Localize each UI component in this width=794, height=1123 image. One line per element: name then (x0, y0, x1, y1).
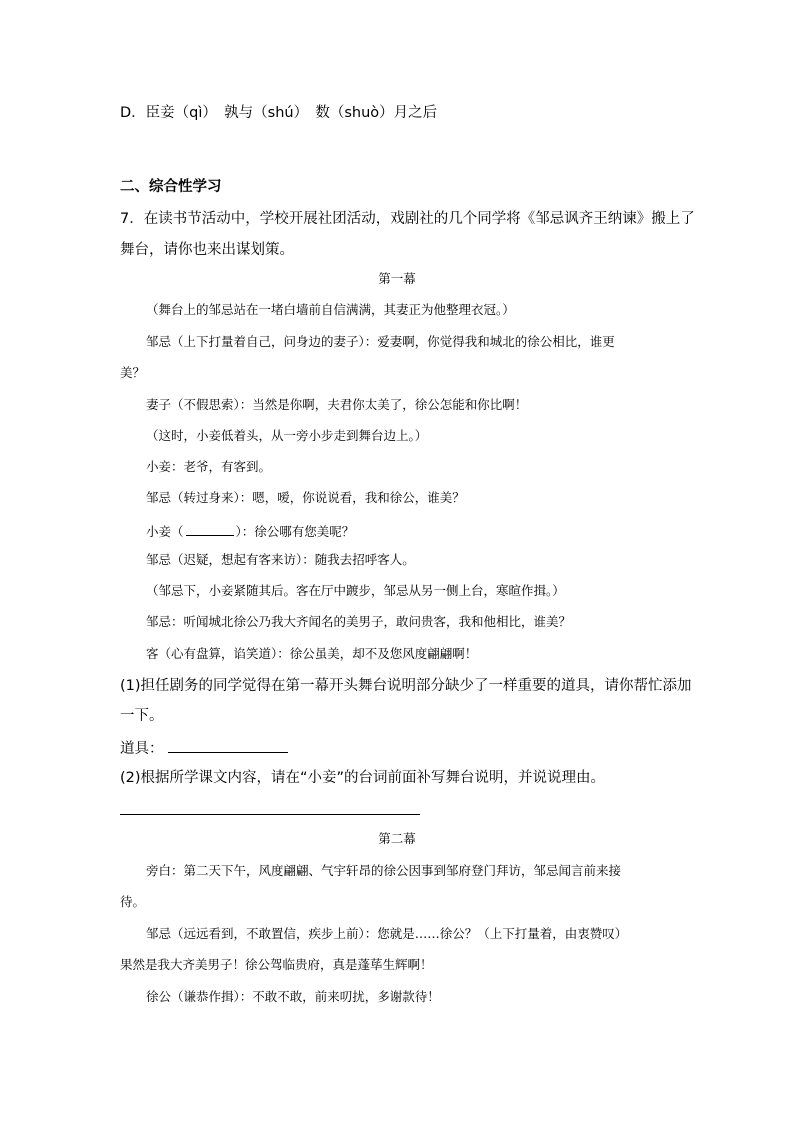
act1-guest-line: 客（心有盘算，谄笑道）：徐公虽美，却不及您风度翩翩啊！ (146, 646, 478, 661)
act1-zouji-line-4: 邹忌：听闻城北徐公乃我大齐闻名的美男子，敢问贵客，我和他相比，谁美？ (146, 614, 572, 629)
concubine-suffix: ）：徐公哪有您美呢？ (235, 524, 355, 539)
question-text-line-1: 7．在读书节活动中，学校开展社团活动，戏剧社的几个同学将《邹忌讽齐王纳谏》搬上了 (120, 211, 695, 227)
act1-zouji-line-1: 邹忌（上下打量着自己，问身边的妻子）：爱妻啊，你觉得我和城北的徐公相比，谁更 (146, 334, 615, 349)
act2-zouji-line-1-cont: 果然是我大齐美男子！徐公驾临贵府，真是蓬荜生辉啊！ (120, 957, 433, 972)
act2-title: 第二幕 (378, 831, 416, 846)
act2-xugong-line: 徐公（谦恭作揖）：不敢不敢，前来叨扰，多谢款待！ (146, 989, 440, 1004)
section-heading: 二、综合性学习 (120, 179, 222, 195)
act1-title: 第一幕 (378, 271, 416, 286)
subq2-answer-line[interactable] (120, 814, 420, 815)
prop-answer (120, 740, 288, 757)
act2-narration-cont: 待。 (120, 894, 146, 909)
subq1-line-1: (1)担任剧务的同学觉得在第一幕开头舞台说明部分缺少了一样重要的道具，请你帮忙添加 (120, 678, 692, 694)
option-d: D．臣妾（qì） 孰与（shú） 数（shuò）月之后 (120, 105, 438, 121)
act1-wife-line: 妻子（不假思索）：当然是你啊，夫君你太美了，徐公怎能和你比啊！ (146, 397, 528, 412)
act1-stage-direction-3: （邹忌下，小妾紧随其后。客在厅中踱步，邹忌从另一侧上台，寒暄作揖。） (146, 583, 565, 598)
subq2-text: (2)根据所学课文内容，请在“小妾”的台词前面补写舞台说明，并说说理由。 (120, 770, 606, 786)
act1-stage-direction-2: （这时，小妾低着头，从一旁小步走到舞台边上。） (146, 428, 428, 443)
concubine-prefix: 小妾（ (146, 524, 184, 539)
prop-label: 道具： (120, 741, 164, 757)
prop-answer-blank[interactable] (168, 740, 288, 753)
act2-narration: 旁白：第二天下午，风度翩翩、气宇轩昂的徐公因事到邹府登门拜访，邹忌闻言前来接 (146, 863, 622, 878)
question-text-line-2: 舞台，请你也来出谋划策。 (120, 242, 294, 258)
act1-concubine-line-2 (146, 523, 354, 539)
act1-zouji-line-3: 邹忌（迟疑，想起有客来访）：随我去招呼客人。 (146, 552, 415, 567)
stage-direction-blank[interactable] (186, 523, 234, 536)
act1-zouji-line-2: 邹忌（转过身来）：嗯，嗳，你说说看，我和徐公，谁美？ (146, 490, 465, 505)
subq1-line-2: 一下。 (120, 708, 164, 724)
act1-zouji-line-1-cont: 美？ (120, 365, 146, 380)
act2-zouji-line-1: 邹忌（远远看到，不敢置信，疾步上前）：您就是……徐公？（上下打量着，由衷赞叹） (146, 926, 628, 941)
act1-stage-direction: （舞台上的邹忌站在一堵白墙前自信满满，其妻正为他整理衣冠。） (146, 302, 515, 317)
act1-concubine-line-1: 小妾：老爷，有客到。 (146, 459, 272, 474)
